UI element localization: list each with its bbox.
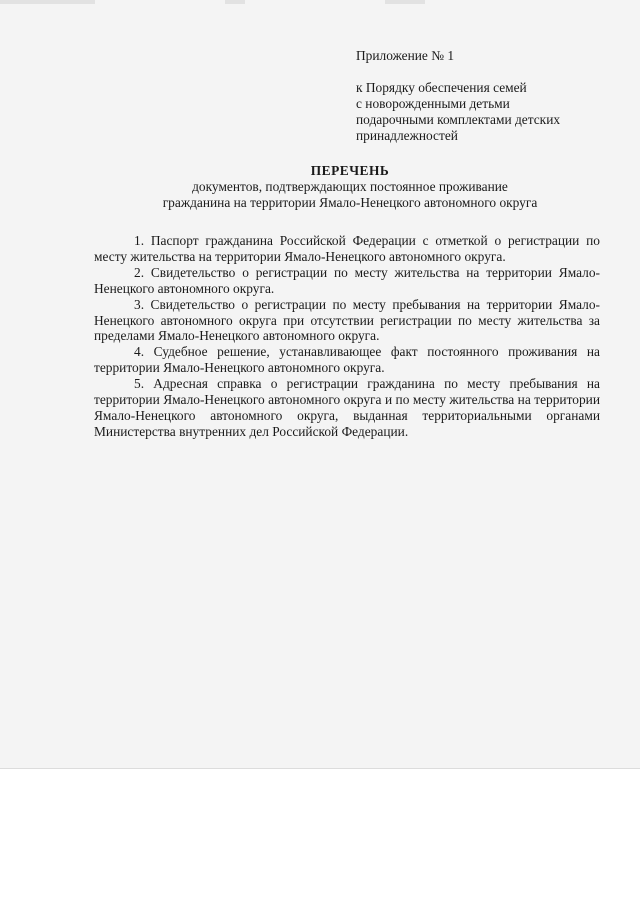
- appendix-line: с новорожденными детьми: [356, 96, 510, 111]
- list-item: 5. Адресная справка о регистрации гражданина по месту пребывания на территории Ямало-Ненецкого автономного округа и по месту жительства на территории Ямало-Ненецкого автономного округа, выданная территориальными органами Министерства внутренних дел Российской Федерации.: [94, 376, 600, 439]
- document-subtitle-line: документов, подтверждающих постоянное проживание: [192, 179, 508, 194]
- list-item: 4. Судебное решение, устанавливающее факт постоянного проживания на территории Ямало-Ненецкого автономного округа.: [94, 344, 600, 376]
- list-item: 2. Свидетельство о регистрации по месту жительства на территории Ямало-Ненецкого автономного округа.: [94, 264, 600, 296]
- appendix-line: подарочными комплектами детских: [356, 112, 561, 127]
- appendix-header: [356, 48, 616, 144]
- list-item: 1. Паспорт гражданина Российской Федерации с отметкой о регистрации по месту жительства на территории Ямало-Ненецкого автономного округа.: [94, 233, 600, 264]
- document-title: ПЕРЕЧЕНЬ: [310, 163, 390, 178]
- appendix-number: Приложение № 1: [356, 48, 455, 63]
- scan-edge-marks: [0, 0, 640, 6]
- document-list: [94, 233, 600, 440]
- document-title-block: [90, 163, 610, 211]
- list-item: 3. Свидетельство о регистрации по месту пребывания на территории Ямало-Ненецкого автономного округа при отсутствии регистрации по месту жительства за пределами Ямало-Ненецкого автономного округа.: [94, 296, 600, 344]
- appendix-line: принадлежностей: [356, 128, 458, 143]
- appendix-line: к Порядку обеспечения семей: [356, 80, 527, 95]
- document-subtitle-line: гражданина на территории Ямало-Ненецкого автономного округа: [162, 195, 538, 210]
